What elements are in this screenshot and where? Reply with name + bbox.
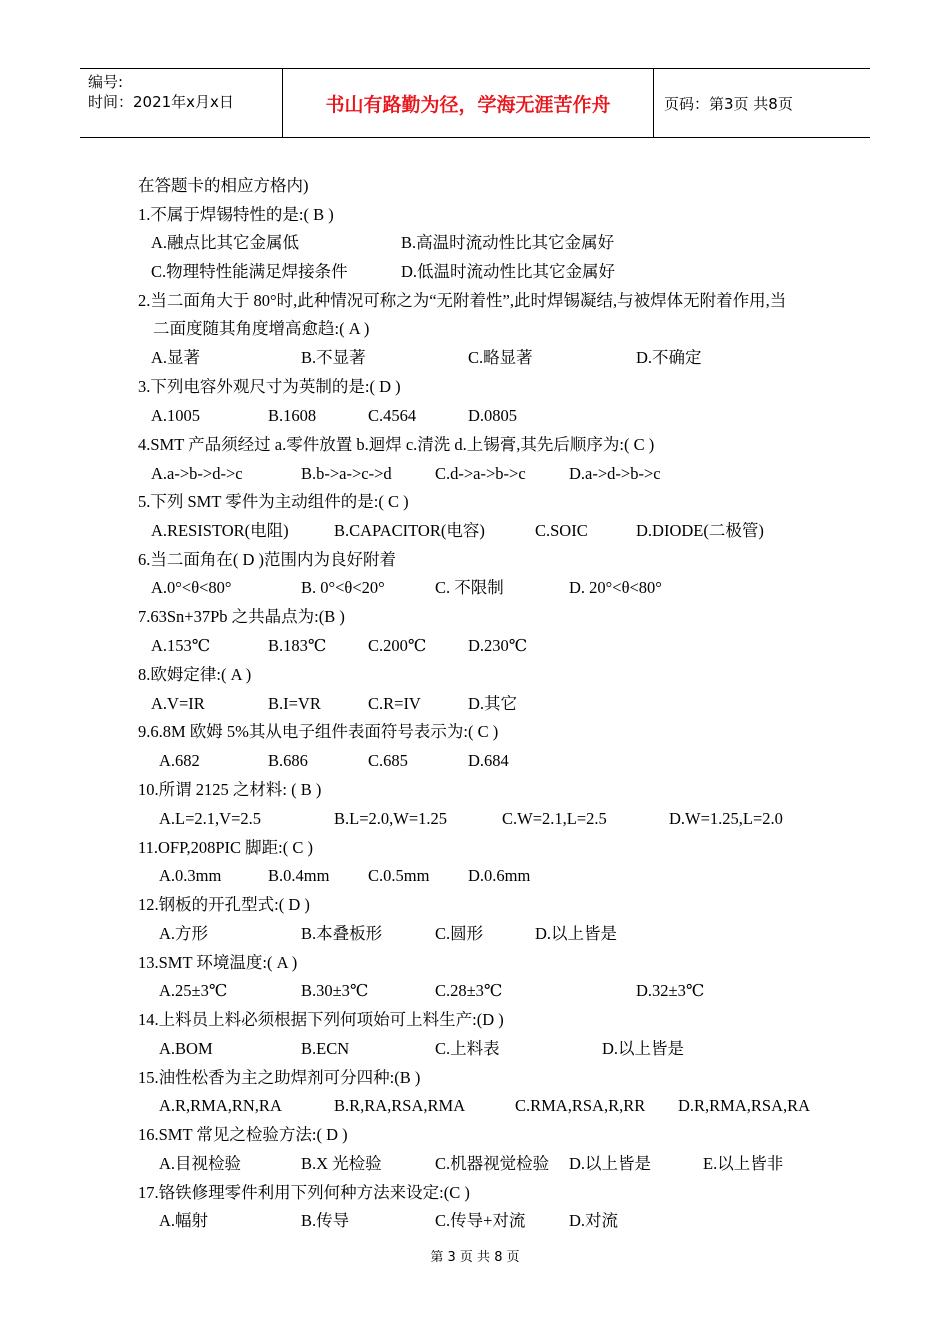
answer-option: D.684 [468, 751, 509, 770]
answer-option: D.0.6mm [468, 866, 531, 885]
answer-option: A.a->b->d->c [151, 464, 243, 483]
answer-option: B.R,RA,RSA,RMA [334, 1096, 466, 1115]
answer-option: A.目视检验 [159, 1154, 242, 1173]
answer-option: A.R,RMA,RN,RA [159, 1096, 282, 1115]
question-text: 8.欧姆定律:( A ) [138, 665, 252, 684]
answer-option: B.ECN [301, 1039, 350, 1058]
answer-option: C.物理特性能满足焊接条件 [151, 262, 348, 281]
answer-option: A.L=2.1,V=2.5 [159, 809, 262, 828]
answer-option: C.略显著 [468, 348, 533, 367]
answer-option: B.30±3℃ [301, 981, 369, 1000]
answer-option: D.a->d->b->c [569, 464, 661, 483]
answer-option: A.25±3℃ [159, 981, 228, 1000]
answer-option: B.传导 [301, 1211, 350, 1230]
question-text: 6.当二面角在( D )范围内为良好附着 [138, 550, 397, 569]
answer-option: B.686 [268, 751, 308, 770]
question-text: 14.上料员上料必须根据下列何项始可上料生产:(D ) [138, 1010, 504, 1029]
answer-option: C. 不限制 [435, 578, 504, 597]
question-text: 2.当二面角大于 80°时,此种情况可称之为“无附着性”,此时焊锡凝结,与被焊体无附着作用,当 [138, 291, 787, 310]
answer-option: B.L=2.0,W=1.25 [334, 809, 448, 828]
answer-option: A.RESISTOR(电阻) [151, 521, 289, 540]
answer-option: C.685 [368, 751, 408, 770]
answer-option: C.200℃ [368, 636, 427, 655]
question-text: 1.不属于焊锡特性的是:( B ) [138, 205, 334, 224]
answer-option: A.682 [159, 751, 200, 770]
question-text: 13.SMT 环境温度:( A ) [138, 953, 298, 972]
answer-option: B.CAPACITOR(电容) [334, 521, 485, 540]
answer-option: C.28±3℃ [435, 981, 503, 1000]
answer-option: A.显著 [151, 348, 201, 367]
answer-option: C.0.5mm [368, 866, 430, 885]
answer-option: D.DIODE(二极管) [636, 521, 764, 540]
answer-option: C.机器视觉检验 [435, 1154, 550, 1173]
answer-option: B.b->a->c->d [301, 464, 392, 483]
answer-option: B.1608 [268, 406, 317, 425]
number-label: 编号: [88, 73, 124, 91]
answer-option: D.对流 [569, 1211, 619, 1230]
answer-option: D.不确定 [636, 348, 702, 367]
question-text: 9.6.8M 欧姆 5%其从电子组件表面符号表示为:( C ) [138, 722, 499, 741]
answer-option: B.X 光检验 [301, 1154, 382, 1173]
answer-option: C.SOIC [535, 521, 588, 540]
page-header [80, 68, 870, 138]
answer-option: A.153℃ [151, 636, 211, 655]
answer-option: A.方形 [159, 924, 209, 943]
header-meta [80, 69, 283, 137]
question-text: 4.SMT 产品须经过 a.零件放置 b.迴焊 c.清洗 d.上锡膏,其先后顺序为:( C ) [138, 435, 655, 454]
answer-option: B.高温时流动性比其它金属好 [401, 233, 615, 252]
answer-option: B.I=VR [268, 694, 321, 713]
question-text: 15.油性松香为主之助焊剂可分四种:(B ) [138, 1068, 421, 1087]
question-text: 12.钢板的开孔型式:( D ) [138, 895, 310, 914]
question-text: 11.OFP,208PIC 脚距:( C ) [138, 838, 313, 857]
answer-option: C.RMA,RSA,R,RR [515, 1096, 646, 1115]
answer-option: D.R,RMA,RSA,RA [678, 1096, 811, 1115]
answer-option: A.BOM [159, 1039, 213, 1058]
answer-option: C.W=2.1,L=2.5 [502, 809, 607, 828]
question-text: 17.铬铁修理零件利用下列何种方法来设定:(C ) [138, 1183, 470, 1202]
answer-option: D.低温时流动性比其它金属好 [401, 262, 616, 281]
header-motto: 书山有路勤为径，学海无涯苦作舟 [283, 69, 654, 137]
answer-option: D.以上皆是 [602, 1039, 685, 1058]
answer-option: D. 20°<θ<80° [569, 578, 662, 597]
answer-option: B.0.4mm [268, 866, 330, 885]
answer-option: C.上料表 [435, 1039, 500, 1058]
answer-option: D.以上皆是 [569, 1154, 652, 1173]
answer-option: A.1005 [151, 406, 201, 425]
answer-option: D.W=1.25,L=2.0 [669, 809, 783, 828]
answer-option: C.圆形 [435, 924, 484, 943]
answer-option: D.230℃ [468, 636, 528, 655]
date-label: 时间：2021年x月x日 [88, 93, 234, 111]
question-text: 5.下列 SMT 零件为主动组件的是:( C ) [138, 492, 409, 511]
answer-option: D.32±3℃ [636, 981, 705, 1000]
answer-option: A.V=IR [151, 694, 205, 713]
answer-option: B.不显著 [301, 348, 366, 367]
answer-option: D.0805 [468, 406, 518, 425]
answer-option: C.传导+对流 [435, 1211, 526, 1230]
header-page-info: 页码：第3页 共8页 [664, 94, 793, 113]
question-text-continued: 二面度随其角度增高愈趋:( A ) [153, 319, 370, 338]
answer-option: C.4564 [368, 406, 417, 425]
answer-option: E.以上皆非 [703, 1154, 784, 1173]
answer-option: C.R=IV [368, 694, 421, 713]
answer-option: D.以上皆是 [535, 924, 618, 943]
page-footer: 第 3 页 共 8 页 [430, 1250, 520, 1265]
answer-option: D.其它 [468, 694, 518, 713]
question-text: 16.SMT 常见之检验方法:( D ) [138, 1125, 348, 1144]
answer-option: B.本叠板形 [301, 924, 383, 943]
answer-option: A.0°<θ<80° [151, 578, 232, 597]
question-text: 10.所谓 2125 之材料: ( B ) [138, 780, 322, 799]
intro-text: 在答题卡的相应方格内) [138, 176, 309, 195]
answer-option: B.183℃ [268, 636, 327, 655]
answer-option: A.幅射 [159, 1211, 209, 1230]
question-text: 7.63Sn+37Pb 之共晶点为:(B ) [138, 607, 345, 626]
question-text: 3.下列电容外观尺寸为英制的是:( D ) [138, 377, 401, 396]
answer-option: A.融点比其它金属低 [151, 233, 300, 252]
answer-option: C.d->a->b->c [435, 464, 526, 483]
answer-option: A.0.3mm [159, 866, 222, 885]
answer-option: B. 0°<θ<20° [301, 578, 385, 597]
